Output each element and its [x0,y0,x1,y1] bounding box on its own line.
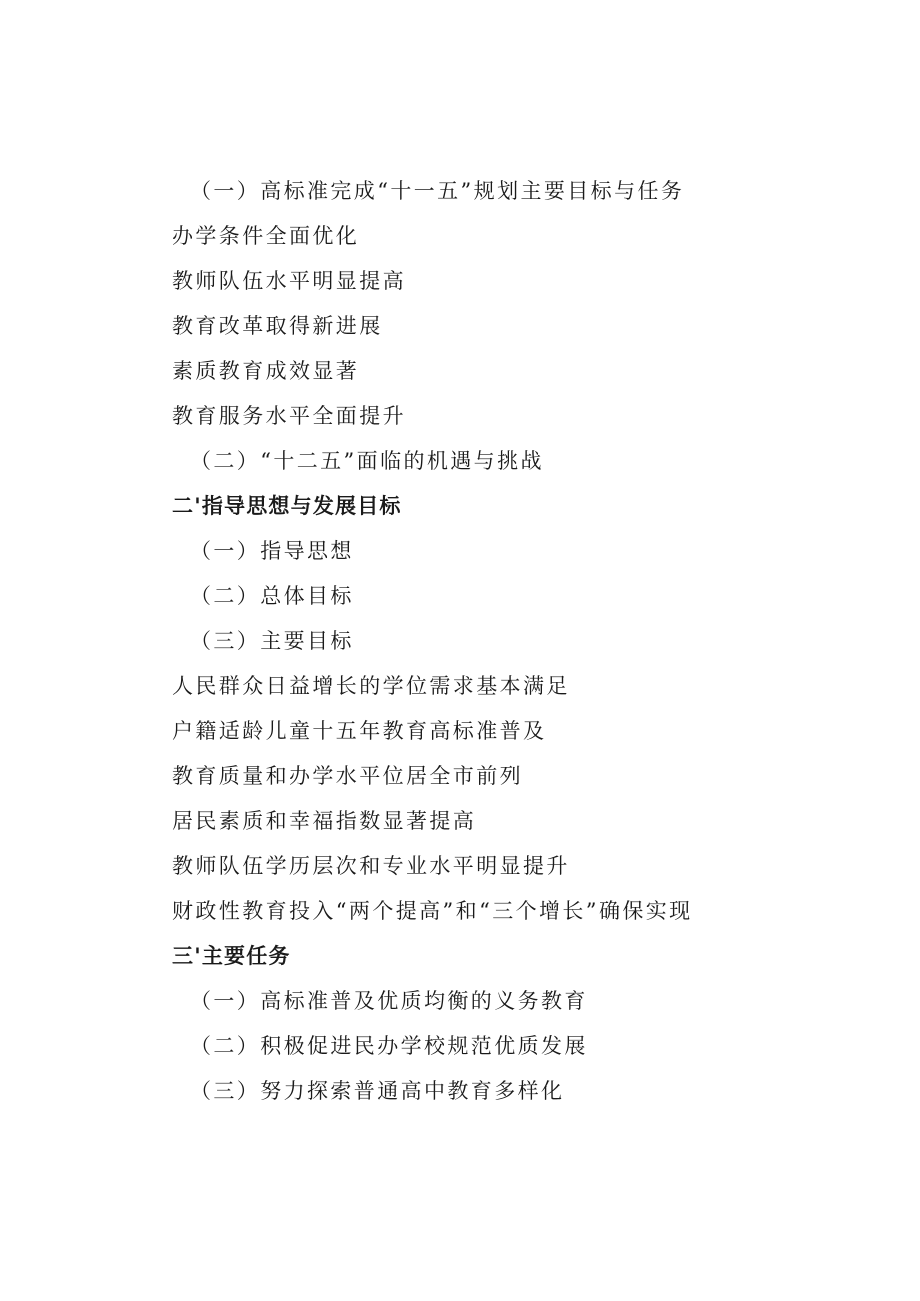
list-item: 户籍适龄儿童十五年教育高标准普及 [172,719,547,743]
subsection-heading: （二）总体目标 [190,584,354,608]
list-item: 办学条件全面优化 [172,224,360,248]
list-item: 素质教育成效显著 [172,359,360,383]
list-item: 教育质量和办学水平位居全市前列 [172,764,523,788]
subsection-heading: （一）高标准普及优质均衡的义务教育 [190,989,588,1013]
list-item: 财政性教育投入“两个提高”和“三个增长”确保实现 [172,899,693,923]
list-item: 人民群众日益增长的学位需求基本满足 [172,674,570,698]
section-heading: 二'指导思想与发展目标 [172,494,402,518]
subsection-heading: （三）努力探索普通高中教育多样化 [190,1079,565,1103]
section-heading: 三'主要任务 [172,944,291,968]
list-item: 教师队伍学历层次和专业水平明显提升 [172,854,570,878]
list-item: 教育服务水平全面提升 [172,404,406,428]
list-item: 教师队伍水平明显提高 [172,269,406,293]
subsection-heading: （二）“十二五”面临的机遇与挑战 [190,449,544,473]
list-item: 教育改革取得新进展 [172,314,383,338]
subsection-heading: （一）高标准完成“十一五”规划主要目标与任务 [190,179,685,203]
subsection-heading: （三）主要目标 [190,629,354,653]
subsection-heading: （一）指导思想 [190,539,354,563]
subsection-heading: （二）积极促进民办学校规范优质发展 [190,1034,588,1058]
list-item: 居民素质和幸福指数显著提高 [172,809,477,833]
